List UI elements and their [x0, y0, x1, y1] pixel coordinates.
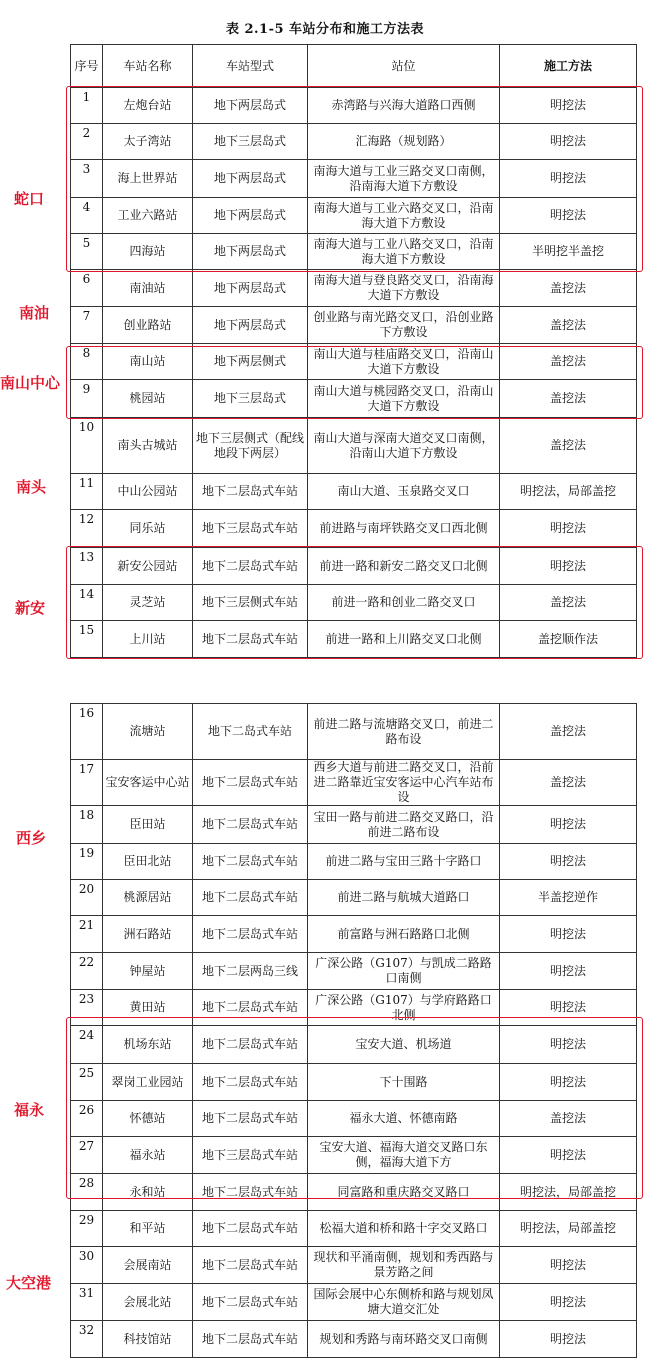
station-location: 南海大道与工业六路交叉口，沿南海大道下方敷设: [308, 198, 500, 234]
construction-method: 明挖法: [500, 844, 637, 880]
construction-method: 明挖法: [500, 806, 637, 844]
table-row: [71, 1137, 637, 1174]
station-name: 会展南站: [103, 1247, 193, 1284]
construction-method: 明挖法: [500, 124, 637, 160]
station-type: 地下二层岛式车站: [193, 1101, 308, 1137]
construction-method: 盖挖法: [500, 307, 637, 344]
station-type: 地下两层岛式: [193, 160, 308, 198]
station-type: 地下两层侧式: [193, 344, 308, 380]
station-type: 地下二层岛式车站: [193, 1064, 308, 1101]
station-location: 西乡大道与前进二路交叉口，沿前进二路靠近宝安客运中心汽车站布设: [308, 760, 500, 806]
station-type: 地下二层岛式车站: [193, 806, 308, 844]
station-location: 前进二路与航城大道路口: [308, 880, 500, 916]
row-number: 11: [71, 474, 103, 510]
station-type: 地下二层岛式车站: [193, 916, 308, 953]
station-location: 南山大道与桃园路交叉口，沿南山大道下方敷设: [308, 380, 500, 418]
station-name: 臣田站: [103, 806, 193, 844]
station-type: 地下二层岛式车站: [193, 1211, 308, 1247]
region-label-xinan: 新安: [15, 599, 46, 617]
station-type: 地下二层岛式车站: [193, 621, 308, 658]
station-name: 工业六路站: [103, 198, 193, 234]
table-row: [71, 844, 637, 880]
station-location: 前富路与洲石路路口北侧: [308, 916, 500, 953]
station-location: 南山大道与深南大道交叉口南侧，沿南山大道下方敷设: [308, 418, 500, 474]
station-location: 松福大道和桥和路十字交叉路口: [308, 1211, 500, 1247]
row-number: 26: [71, 1101, 103, 1137]
table-row: [71, 704, 637, 760]
header-location: 站位: [308, 45, 500, 88]
station-type: 地下二层岛式车站: [193, 1174, 308, 1211]
station-name: 同乐站: [103, 510, 193, 548]
station-type: 地下两层岛式: [193, 88, 308, 124]
station-name: 创业路站: [103, 307, 193, 344]
station-location: 创业路与南光路交叉口，沿创业路下方敷设: [308, 307, 500, 344]
header-no: 序号: [71, 45, 103, 88]
table-row: [71, 124, 637, 160]
station-location: 前进二路与宝田三路十字路口: [308, 844, 500, 880]
station-location: 汇海路（规划路）: [308, 124, 500, 160]
construction-method: 明挖法: [500, 548, 637, 585]
station-name: 臣田北站: [103, 844, 193, 880]
station-type: 地下两层岛式: [193, 307, 308, 344]
table-header-row: [71, 45, 637, 88]
region-label-shekou: 蛇口: [14, 190, 45, 208]
construction-method: 明挖法: [500, 1321, 637, 1358]
station-name: 南头古城站: [103, 418, 193, 474]
table-row: [71, 953, 637, 990]
construction-method: 盖挖法: [500, 1101, 637, 1137]
row-number: 5: [71, 234, 103, 270]
table-row: [71, 1174, 637, 1211]
header-station-type: 车站型式: [193, 45, 308, 88]
station-location: 南山大道与桂庙路交叉口，沿南山大道下方敷设: [308, 344, 500, 380]
table-row: [71, 806, 637, 844]
station-name: 流塘站: [103, 704, 193, 760]
row-number: 10: [71, 418, 103, 474]
construction-method: 明挖法: [500, 1284, 637, 1321]
header-station-name: 车站名称: [103, 45, 193, 88]
construction-method: 明挖法: [500, 160, 637, 198]
station-name: 宝安客运中心站: [103, 760, 193, 806]
row-number: 2: [71, 124, 103, 160]
station-type: 地下三层岛式: [193, 380, 308, 418]
construction-method: 盖挖法: [500, 704, 637, 760]
station-name: 黄田站: [103, 990, 193, 1026]
row-number: 8: [71, 344, 103, 380]
station-name: 桃源居站: [103, 880, 193, 916]
station-type: 地下二层岛式车站: [193, 1284, 308, 1321]
row-number: 18: [71, 806, 103, 844]
row-number: 31: [71, 1284, 103, 1321]
row-number: 20: [71, 880, 103, 916]
table-row: [71, 1026, 637, 1064]
station-location: 前进一路和创业二路交叉口: [308, 585, 500, 621]
region-label-dakonggang: 大空港: [6, 1274, 52, 1292]
row-number: 7: [71, 307, 103, 344]
row-number: 29: [71, 1211, 103, 1247]
station-location: 规划和秀路与南环路交叉口南侧: [308, 1321, 500, 1358]
table-row: [71, 1247, 637, 1284]
station-location: 南海大道与登良路交叉口，沿南海大道下方敷设: [308, 270, 500, 307]
station-name: 洲石路站: [103, 916, 193, 953]
construction-method: 半明挖半盖挖: [500, 234, 637, 270]
table-row: [71, 1101, 637, 1137]
construction-method: 明挖法: [500, 1026, 637, 1064]
station-type: 地下二层岛式车站: [193, 844, 308, 880]
station-type: 地下二层岛式车站: [193, 1026, 308, 1064]
table-row: [71, 990, 637, 1026]
construction-method: 盖挖法: [500, 344, 637, 380]
table-row: [71, 1284, 637, 1321]
construction-method: 明挖法: [500, 953, 637, 990]
construction-method: 半盖挖逆作: [500, 880, 637, 916]
station-name: 翠岗工业园站: [103, 1064, 193, 1101]
station-type: 地下二层岛式车站: [193, 990, 308, 1026]
station-name: 中山公园站: [103, 474, 193, 510]
station-name: 怀德站: [103, 1101, 193, 1137]
row-number: 3: [71, 160, 103, 198]
construction-method: 明挖法: [500, 990, 637, 1026]
station-name: 南山站: [103, 344, 193, 380]
table-row: [71, 198, 637, 234]
station-location: 同富路和重庆路交叉路口: [308, 1174, 500, 1211]
station-type: 地下三层岛式车站: [193, 510, 308, 548]
row-number: 17: [71, 760, 103, 806]
station-location: 广深公路（G107）与学府路路口北侧: [308, 990, 500, 1026]
row-number: 1: [71, 88, 103, 124]
region-label-fuyong: 福永: [14, 1101, 45, 1119]
station-name: 永和站: [103, 1174, 193, 1211]
construction-method: 明挖法: [500, 1247, 637, 1284]
station-location: 前进一路和新安二路交叉口北侧: [308, 548, 500, 585]
table-row: [71, 880, 637, 916]
region-label-nanshan-center: 南山中心: [0, 374, 61, 392]
table-row: [71, 160, 637, 198]
station-name: 科技馆站: [103, 1321, 193, 1358]
station-type: 地下二层岛式车站: [193, 760, 308, 806]
construction-method: 盖挖顺作法: [500, 621, 637, 658]
table-row: [71, 380, 637, 418]
table-row: [71, 307, 637, 344]
station-type: 地下三层岛式车站: [193, 1137, 308, 1174]
region-label-xixiang: 西乡: [16, 829, 47, 847]
construction-method: 盖挖法: [500, 418, 637, 474]
row-number: 4: [71, 198, 103, 234]
table-row: [71, 760, 637, 806]
construction-method: 盖挖法: [500, 585, 637, 621]
table-row: [71, 88, 637, 124]
station-type: 地下二层岛式车站: [193, 880, 308, 916]
station-type: 地下两层岛式: [193, 198, 308, 234]
station-type: 地下二层岛式车站: [193, 1247, 308, 1284]
station-name: 灵芝站: [103, 585, 193, 621]
table-row: [71, 418, 637, 474]
construction-method: 明挖法: [500, 510, 637, 548]
row-number: 14: [71, 585, 103, 621]
table-row: [71, 234, 637, 270]
station-name: 钟屋站: [103, 953, 193, 990]
station-type: 地下二层两岛三线: [193, 953, 308, 990]
station-location: 国际会展中心东侧桥和路与规划凤塘大道交汇处: [308, 1284, 500, 1321]
row-number: 12: [71, 510, 103, 548]
station-location: 广深公路（G107）与凯成二路路口南侧: [308, 953, 500, 990]
station-type: 地下三层侧式车站: [193, 585, 308, 621]
row-number: 9: [71, 380, 103, 418]
table-row: [71, 916, 637, 953]
table-row: [71, 1211, 637, 1247]
row-number: 19: [71, 844, 103, 880]
station-type: 地下二岛式车站: [193, 704, 308, 760]
construction-method: 明挖法: [500, 916, 637, 953]
station-location: 南海大道与工业三路交叉口南侧，沿南海大道下方敷设: [308, 160, 500, 198]
construction-method: 盖挖法: [500, 760, 637, 806]
station-table-part-2: [70, 703, 637, 1358]
station-name: 和平站: [103, 1211, 193, 1247]
row-number: 30: [71, 1247, 103, 1284]
construction-method: 明挖法: [500, 1064, 637, 1101]
station-name: 四海站: [103, 234, 193, 270]
table-row: [71, 270, 637, 307]
construction-method: 明挖法: [500, 1137, 637, 1174]
station-name: 太子湾站: [103, 124, 193, 160]
station-location: 下十围路: [308, 1064, 500, 1101]
row-number: 21: [71, 916, 103, 953]
station-name: 上川站: [103, 621, 193, 658]
row-number: 24: [71, 1026, 103, 1064]
station-location: 前进一路和上川路交叉口北侧: [308, 621, 500, 658]
row-number: 13: [71, 548, 103, 585]
station-location: 前进二路与流塘路交叉口，前进二路布设: [308, 704, 500, 760]
station-location: 宝安大道、福海大道交叉路口东侧，福海大道下方: [308, 1137, 500, 1174]
construction-method: 明挖法: [500, 88, 637, 124]
station-location: 南山大道、玉泉路交叉口: [308, 474, 500, 510]
station-name: 会展北站: [103, 1284, 193, 1321]
station-name: 机场东站: [103, 1026, 193, 1064]
station-location: 南海大道与工业八路交叉口，沿南海大道下方敷设: [308, 234, 500, 270]
station-location: 前进路与南坪铁路交叉口西北侧: [308, 510, 500, 548]
row-number: 32: [71, 1321, 103, 1358]
station-type: 地下二层岛式车站: [193, 474, 308, 510]
station-name: 桃园站: [103, 380, 193, 418]
station-location: 福永大道、怀德南路: [308, 1101, 500, 1137]
station-location: 宝安大道、机场道: [308, 1026, 500, 1064]
construction-method: 明挖法，局部盖挖: [500, 1211, 637, 1247]
row-number: 15: [71, 621, 103, 658]
station-type: 地下三层岛式: [193, 124, 308, 160]
station-location: 宝田一路与前进二路交叉路口，沿前进二路布设: [308, 806, 500, 844]
station-name: 海上世界站: [103, 160, 193, 198]
station-name: 南油站: [103, 270, 193, 307]
region-label-nantou: 南头: [16, 478, 47, 496]
station-name: 左炮台站: [103, 88, 193, 124]
table-title: 表 2.1-5 车站分布和施工方法表: [225, 22, 425, 37]
row-number: 28: [71, 1174, 103, 1211]
construction-method: 盖挖法: [500, 380, 637, 418]
station-type: 地下二层岛式车站: [193, 548, 308, 585]
row-number: 22: [71, 953, 103, 990]
table-row: [71, 1321, 637, 1358]
table-row: [71, 548, 637, 585]
construction-method: 明挖法，局部盖挖: [500, 474, 637, 510]
station-type: 地下二层岛式车站: [193, 1321, 308, 1358]
table-row: [71, 344, 637, 380]
header-method: 施工方法: [500, 45, 637, 88]
table-row: [71, 1064, 637, 1101]
table-row: [71, 585, 637, 621]
row-number: 27: [71, 1137, 103, 1174]
construction-method: 盖挖法: [500, 270, 637, 307]
station-location: 赤湾路与兴海大道路口西侧: [308, 88, 500, 124]
table-row: [71, 621, 637, 658]
table-row: [71, 510, 637, 548]
row-number: 16: [71, 704, 103, 760]
table-row: [71, 474, 637, 510]
row-number: 23: [71, 990, 103, 1026]
station-type: 地下三层侧式（配线地段下两层）: [193, 418, 308, 474]
station-name: 福永站: [103, 1137, 193, 1174]
construction-method: 明挖法，局部盖挖: [500, 1174, 637, 1211]
row-number: 6: [71, 270, 103, 307]
station-location: 现状和平涌南侧，规划和秀西路与景芳路之间: [308, 1247, 500, 1284]
station-name: 新安公园站: [103, 548, 193, 585]
station-type: 地下两层岛式: [193, 270, 308, 307]
region-label-nanyou: 南油: [19, 304, 50, 322]
construction-method: 明挖法: [500, 198, 637, 234]
row-number: 25: [71, 1064, 103, 1101]
station-table-part-1: [70, 44, 637, 658]
station-type: 地下两层岛式: [193, 234, 308, 270]
